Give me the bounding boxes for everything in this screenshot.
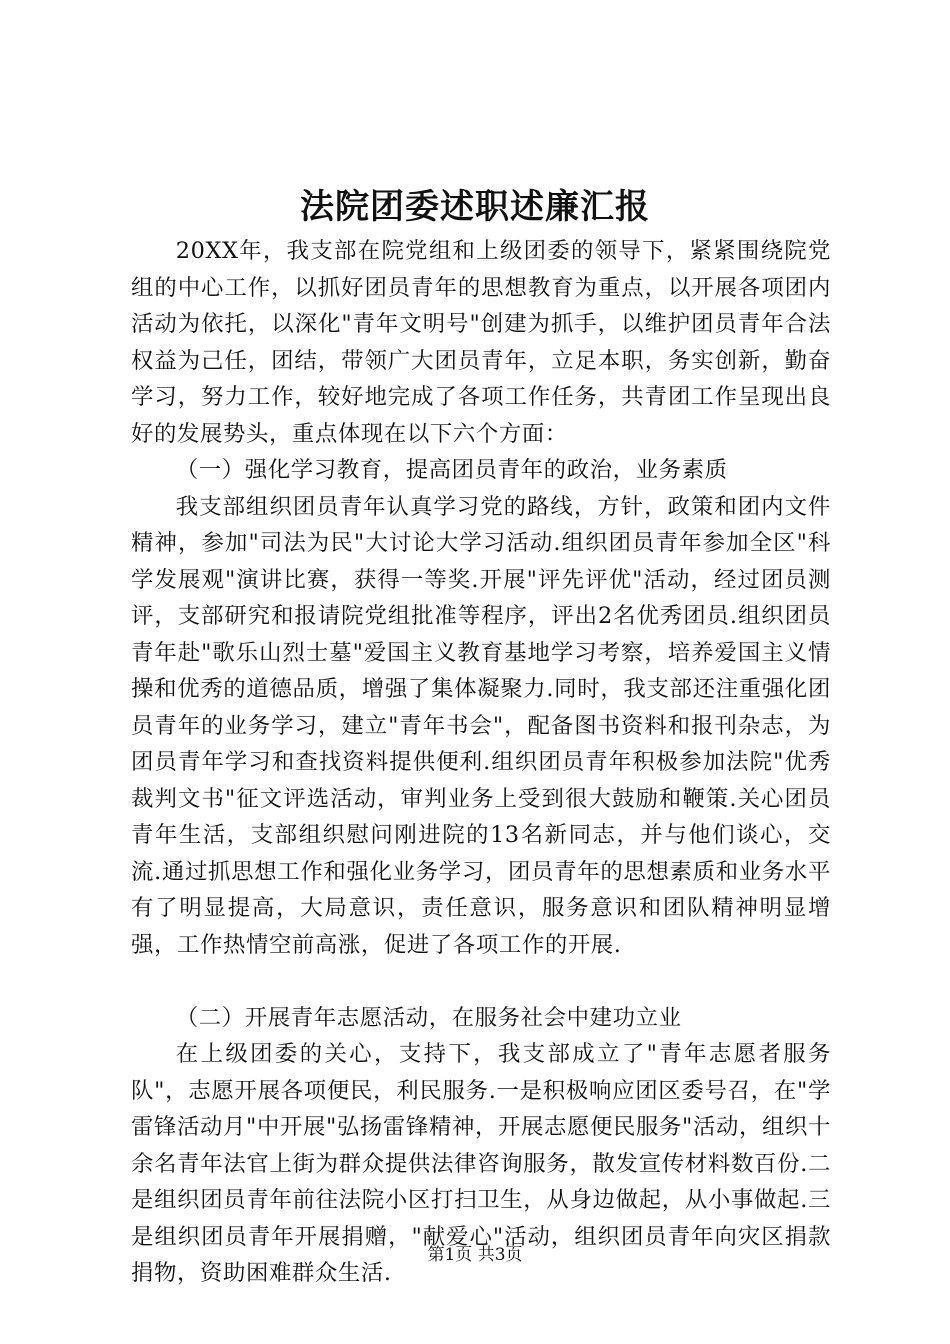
paragraph-intro: 20XX年，我支部在院党组和上级团委的领导下，紧紧围绕院党组的中心工作，以抓好团员青年的思想教育为重点，以开展各项团内活动为依托，以深化"青年文明号"创建为抓手，以维护团员青年合法权益为己任，团结，带领广大团员青年，立足本职，务实创新，勤奋学习，努力工作，较好地完成了各项工作任务，共青团工作呈现出良好的发展势头，重点体现在以下六个方面：: [131, 238, 831, 447]
document-body: [131, 233, 831, 1292]
section-heading-1: （一）强化学习教育，提高团员青年的政治，业务素质: [175, 457, 728, 483]
paragraph-spacer: [131, 963, 831, 1000]
paragraph-section-2: 在上级团委的关心，支持下，我支部成立了"青年志愿者服务队"，志愿开展各项便民，利民服务.一是积极响应团区委号召，在"学雷锋活动月"中开展"弘扬雷锋精神，开展志愿便民服务"活动，组织十余名青年法官上街为群众提供法律咨询服务，散发宣传材料数百份.二是组织团员青年前往法院小区打扫卫生，从身边做起，从小事做起.三是组织团员青年开展捐赠，"献爱心"活动，组织团员青年向灾区捐款捐物，资助困难群众生活.: [131, 1041, 831, 1286]
paragraph-section-1: 我支部组织团员青年认真学习党的路线，方针，政策和团内文件精神，参加"司法为民"大讨论大学习活动.组织团员青年参加全区"科学发展观"演讲比赛，获得一等奖.开展"评先评优"活动，经过团员测评，支部研究和报请院党组批准等程序，评出2名优秀团员.组织团员青年赴"歌乐山烈士墓"爱国主义教育基地学习考察，培养爱国主义情操和优秀的道德品质，增强了集体凝聚力.同时，我支部还注重强化团员青年的业务学习，建立"青年书会"，配备图书资料和报刊杂志，为团员青年学习和查找资料提供便利.组织团员青年积极参加法院"优秀裁判文书"征文评选活动，审判业务上受到很大鼓励和鞭策.关心团员青年生活，支部组织慰问刚进院的13名新同志，并与他们谈心，交流.通过抓思想工作和强化业务学习，团员青年的思想素质和业务水平有了明显提高，大局意识，责任意识，服务意识和团队精神明显增强，工作热情空前高涨，促进了各项工作的开展.: [131, 493, 831, 958]
page-number-footer: 第1页 共3页: [427, 1245, 523, 1265]
document-title: 法院团委述职述廉汇报: [300, 187, 650, 227]
section-heading-2: （二）开展青年志愿活动，在服务社会中建功立业: [175, 1004, 682, 1031]
